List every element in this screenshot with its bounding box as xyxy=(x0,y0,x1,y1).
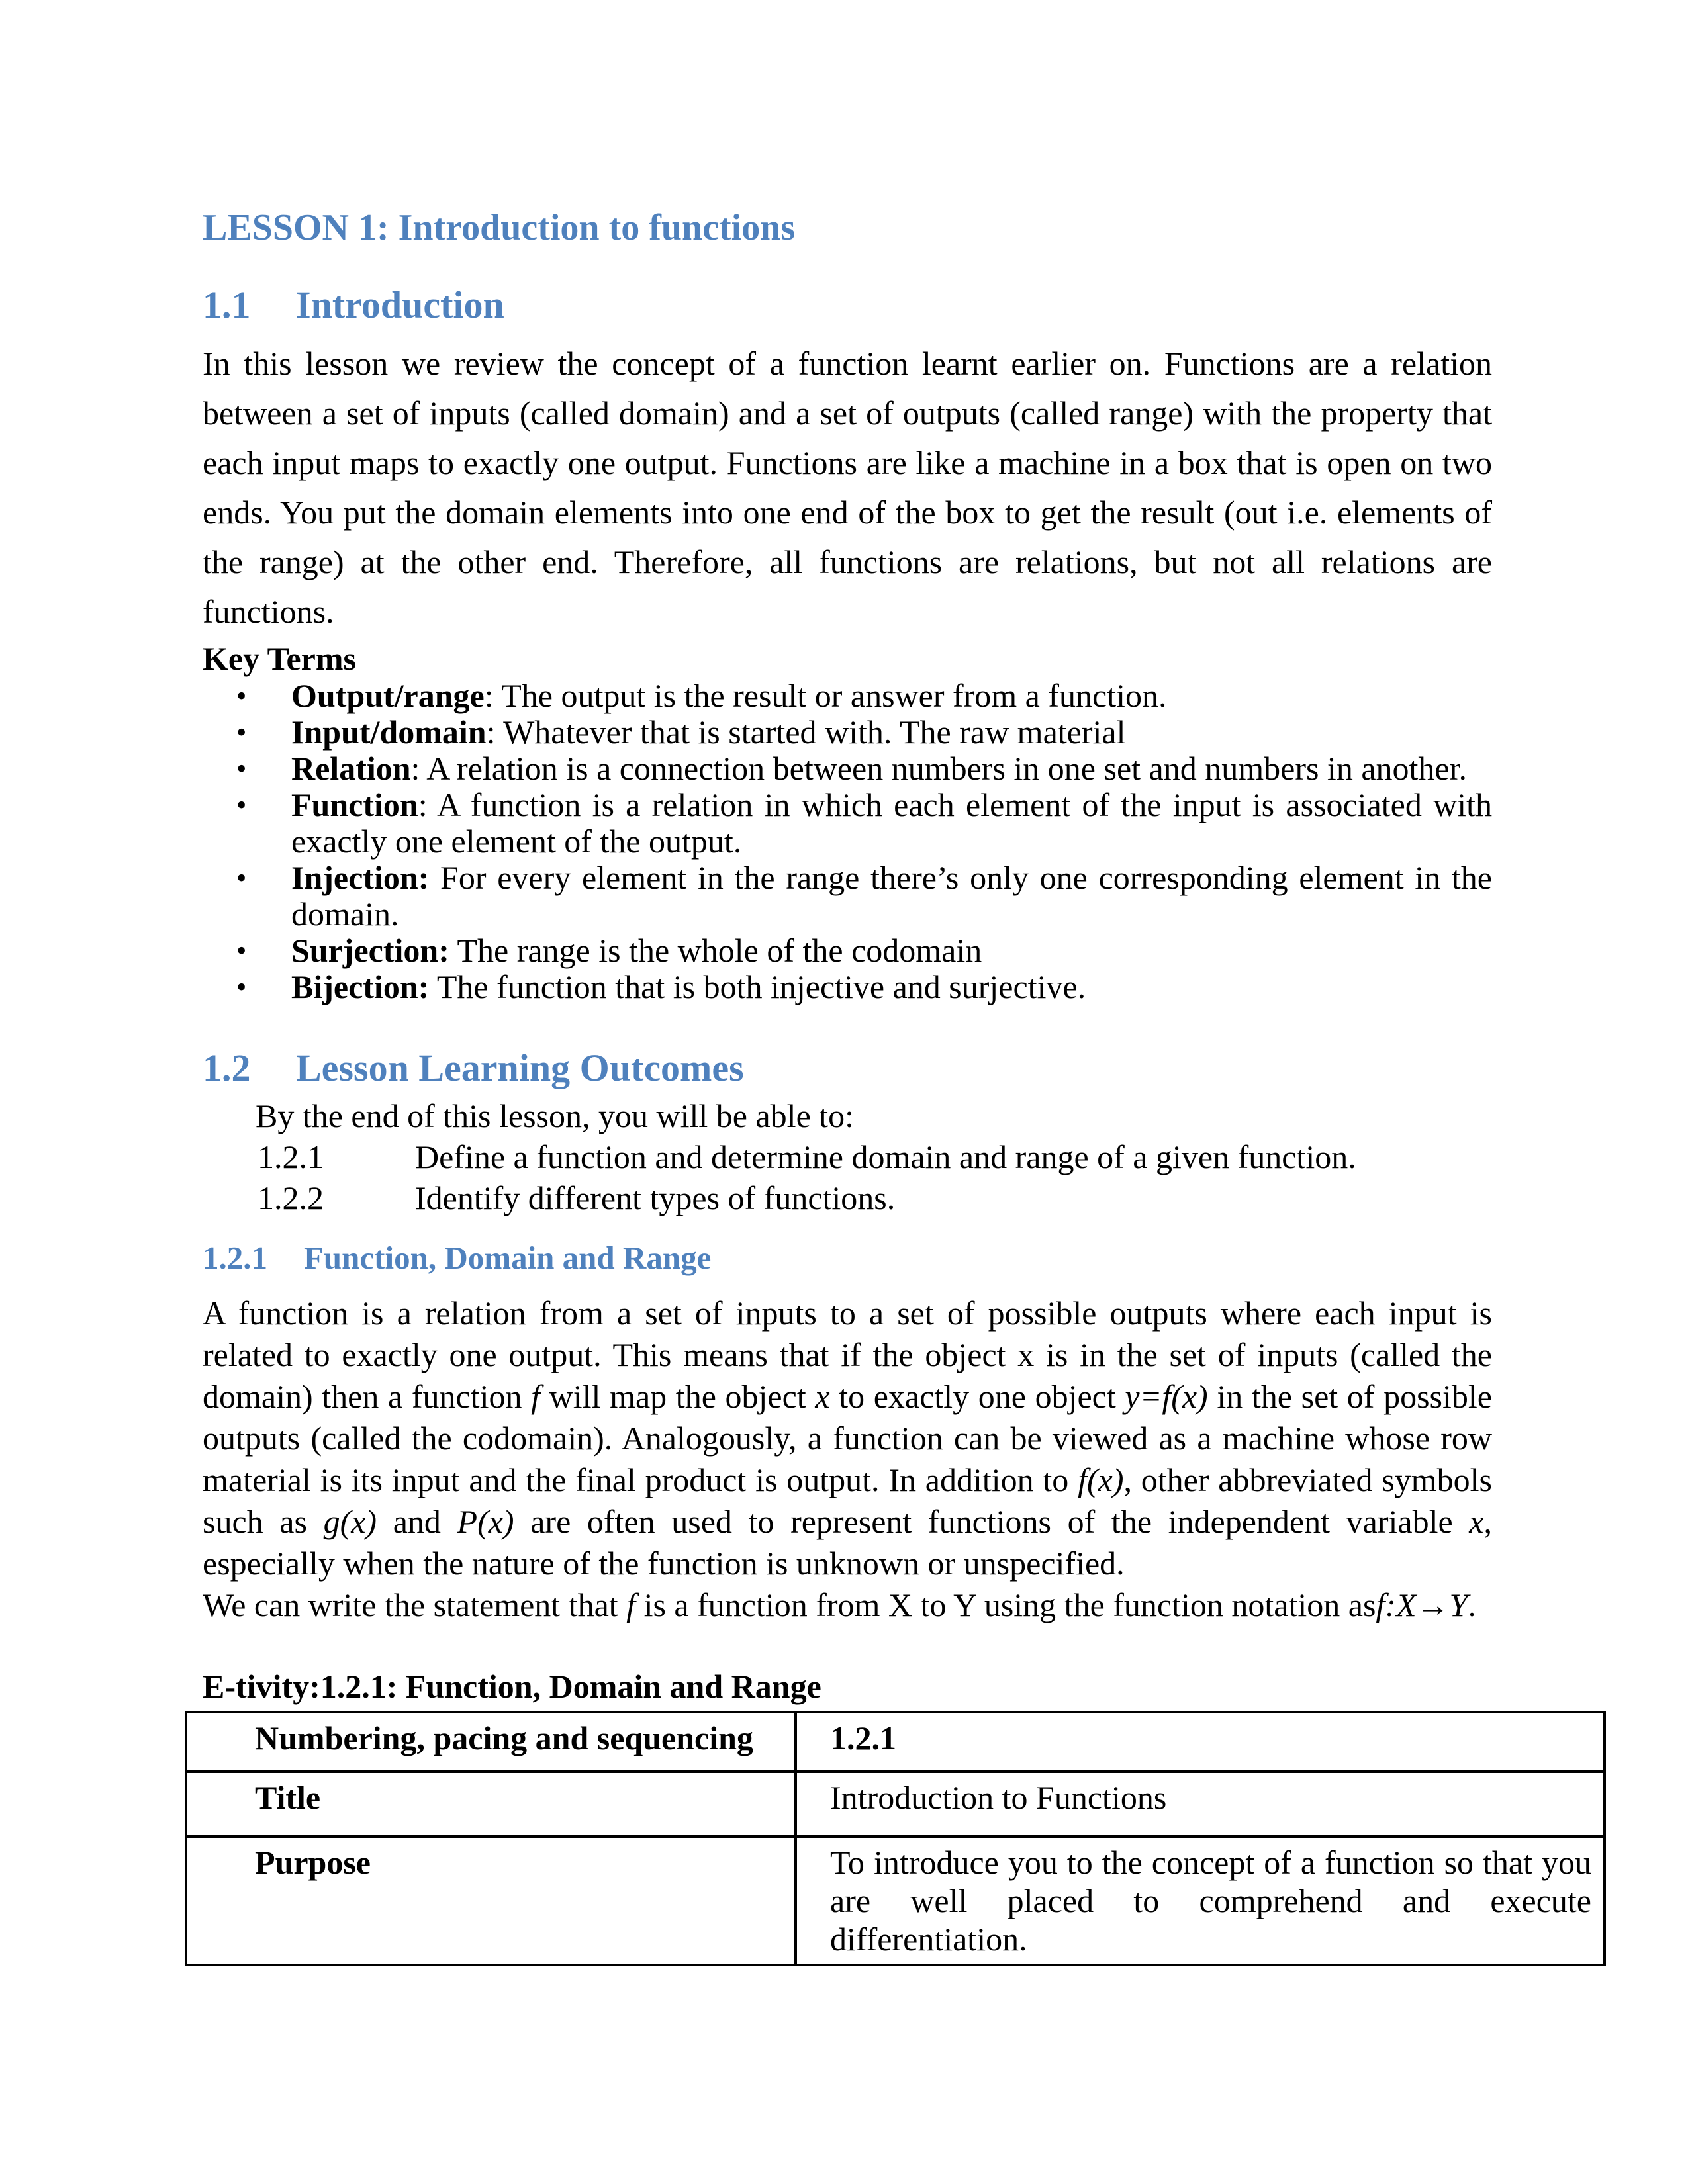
bullet-icon: • xyxy=(236,971,247,1003)
list-item xyxy=(236,787,1492,860)
table-cell-value: 1.2.1 xyxy=(796,1712,1605,1772)
bullet-icon: • xyxy=(236,862,247,894)
bullet-icon: • xyxy=(236,680,247,712)
key-term: Input/domain xyxy=(291,713,487,751)
table-row xyxy=(186,1712,1605,1772)
document-content xyxy=(203,0,1591,1966)
key-terms-title: Key Terms xyxy=(203,640,356,677)
outcome-text: Define a function and determine domain and range of a given function. xyxy=(415,1138,1356,1175)
list-item xyxy=(236,714,1492,751)
etivity-heading: E-tivity:1.2.1: Function, Domain and Range xyxy=(203,1668,821,1705)
key-term-sep: : xyxy=(484,677,502,714)
subsection-label: Function, Domain and Range xyxy=(304,1240,712,1276)
key-term: Surjection: xyxy=(291,932,449,969)
key-term-desc: A function is a relation in which each element of the input is associated with exactly one element of the output. xyxy=(291,786,1492,860)
table-row xyxy=(186,1837,1605,1965)
outcome-number: 1.2.1 xyxy=(258,1138,324,1175)
function-domain-range-paragraph: A function is a relation from a set of inputs to a set of possible outputs where each input is related to exactly one output. This means that if the object x is in the set of inputs (called the domain) then a function f will map the object x to exactly one object y=f(x) in the set of possible outputs (called the codomain). Analogously, a function can be viewed as a machine whose row material is its input and the final product is output. In addition to f(x), other abbreviated symbols such as g(x) and P(x) are often used to represent functions of the independent variable x, especially when the nature of the function is unknown or unspecified. xyxy=(203,1295,1492,1582)
key-term-sep: : xyxy=(410,750,427,787)
key-term-sep xyxy=(429,859,440,896)
key-term: Relation xyxy=(291,750,411,787)
bullet-icon: • xyxy=(236,752,247,785)
outcomes-intro: By the end of this lesson, you will be able to: xyxy=(256,1097,855,1134)
section-label: Lesson Learning Outcomes xyxy=(296,1046,744,1089)
key-term-desc: Whatever that is started with. The raw material xyxy=(503,713,1126,751)
table-row xyxy=(186,1772,1605,1837)
outcome-item xyxy=(258,1136,1492,1177)
key-term-desc: The range is the whole of the codomain xyxy=(457,932,982,969)
list-item xyxy=(236,860,1492,933)
key-term-sep: : xyxy=(486,713,504,751)
key-term: Bijection: xyxy=(291,968,430,1005)
table-cell-label: Purpose xyxy=(186,1837,796,1965)
key-term-desc: For every element in the range there’s only one corresponding element in the domain. xyxy=(291,859,1492,933)
key-term: Injection: xyxy=(291,859,430,896)
key-term-sep xyxy=(429,968,437,1005)
key-term-sep xyxy=(449,932,457,969)
intro-paragraph: In this lesson we review the concept of a function learnt earlier on. Functions are a relation between a set of inputs (called domain) and a set of outputs (called range) with the property that each input maps to exactly one output. Functions are like a machine in a box that is open on two ends. You put the domain elements into one end of the box to get the result (out i.e. elements of the range) at the other end. Therefore, all functions are relations, but not all relations are functions. xyxy=(203,345,1492,630)
table-cell-value: Introduction to Functions xyxy=(796,1772,1605,1837)
key-terms-list xyxy=(203,678,1492,1005)
key-term-desc: The function that is both injective and surjective. xyxy=(436,968,1086,1005)
key-term-desc: The output is the result or answer from a function. xyxy=(501,677,1167,714)
outcome-text: Identify different types of functions. xyxy=(415,1179,896,1216)
table-cell-label: Title xyxy=(186,1772,796,1837)
section-number: 1.1 xyxy=(203,283,251,326)
bullet-icon: • xyxy=(236,934,247,967)
table-cell-label: Numbering, pacing and sequencing xyxy=(186,1712,796,1772)
section-label: Introduction xyxy=(296,283,504,326)
section-number: 1.2 xyxy=(203,1046,251,1089)
subsection-heading-1-2-1 xyxy=(203,1240,1492,1277)
list-item xyxy=(236,933,1492,969)
subsection-number: 1.2.1 xyxy=(203,1240,267,1276)
key-term: Function xyxy=(291,786,418,823)
section-heading-1-1 xyxy=(203,283,1492,327)
bullet-icon: • xyxy=(236,789,247,821)
list-item xyxy=(236,678,1492,714)
key-term: Output/range xyxy=(291,677,485,714)
outcome-item xyxy=(258,1177,1492,1218)
list-item xyxy=(236,751,1492,787)
function-notation-line: We can write the statement that f is a function from X to Y using the function notation asf:X→Y. xyxy=(203,1586,1476,1623)
key-term-sep: : xyxy=(418,786,438,823)
section-heading-1-2 xyxy=(203,1046,1492,1090)
outcome-number: 1.2.2 xyxy=(258,1179,324,1216)
etivity-table xyxy=(185,1711,1606,1966)
lesson-title: LESSON 1: Introduction to functions xyxy=(203,207,796,248)
bullet-icon: • xyxy=(236,716,247,749)
list-item xyxy=(236,969,1492,1005)
key-term-desc: A relation is a connection between numbers in one set and numbers in another. xyxy=(426,750,1467,787)
table-cell-value: To introduce you to the concept of a function so that you are well placed to comprehend and execute differentiation. xyxy=(796,1837,1605,1965)
